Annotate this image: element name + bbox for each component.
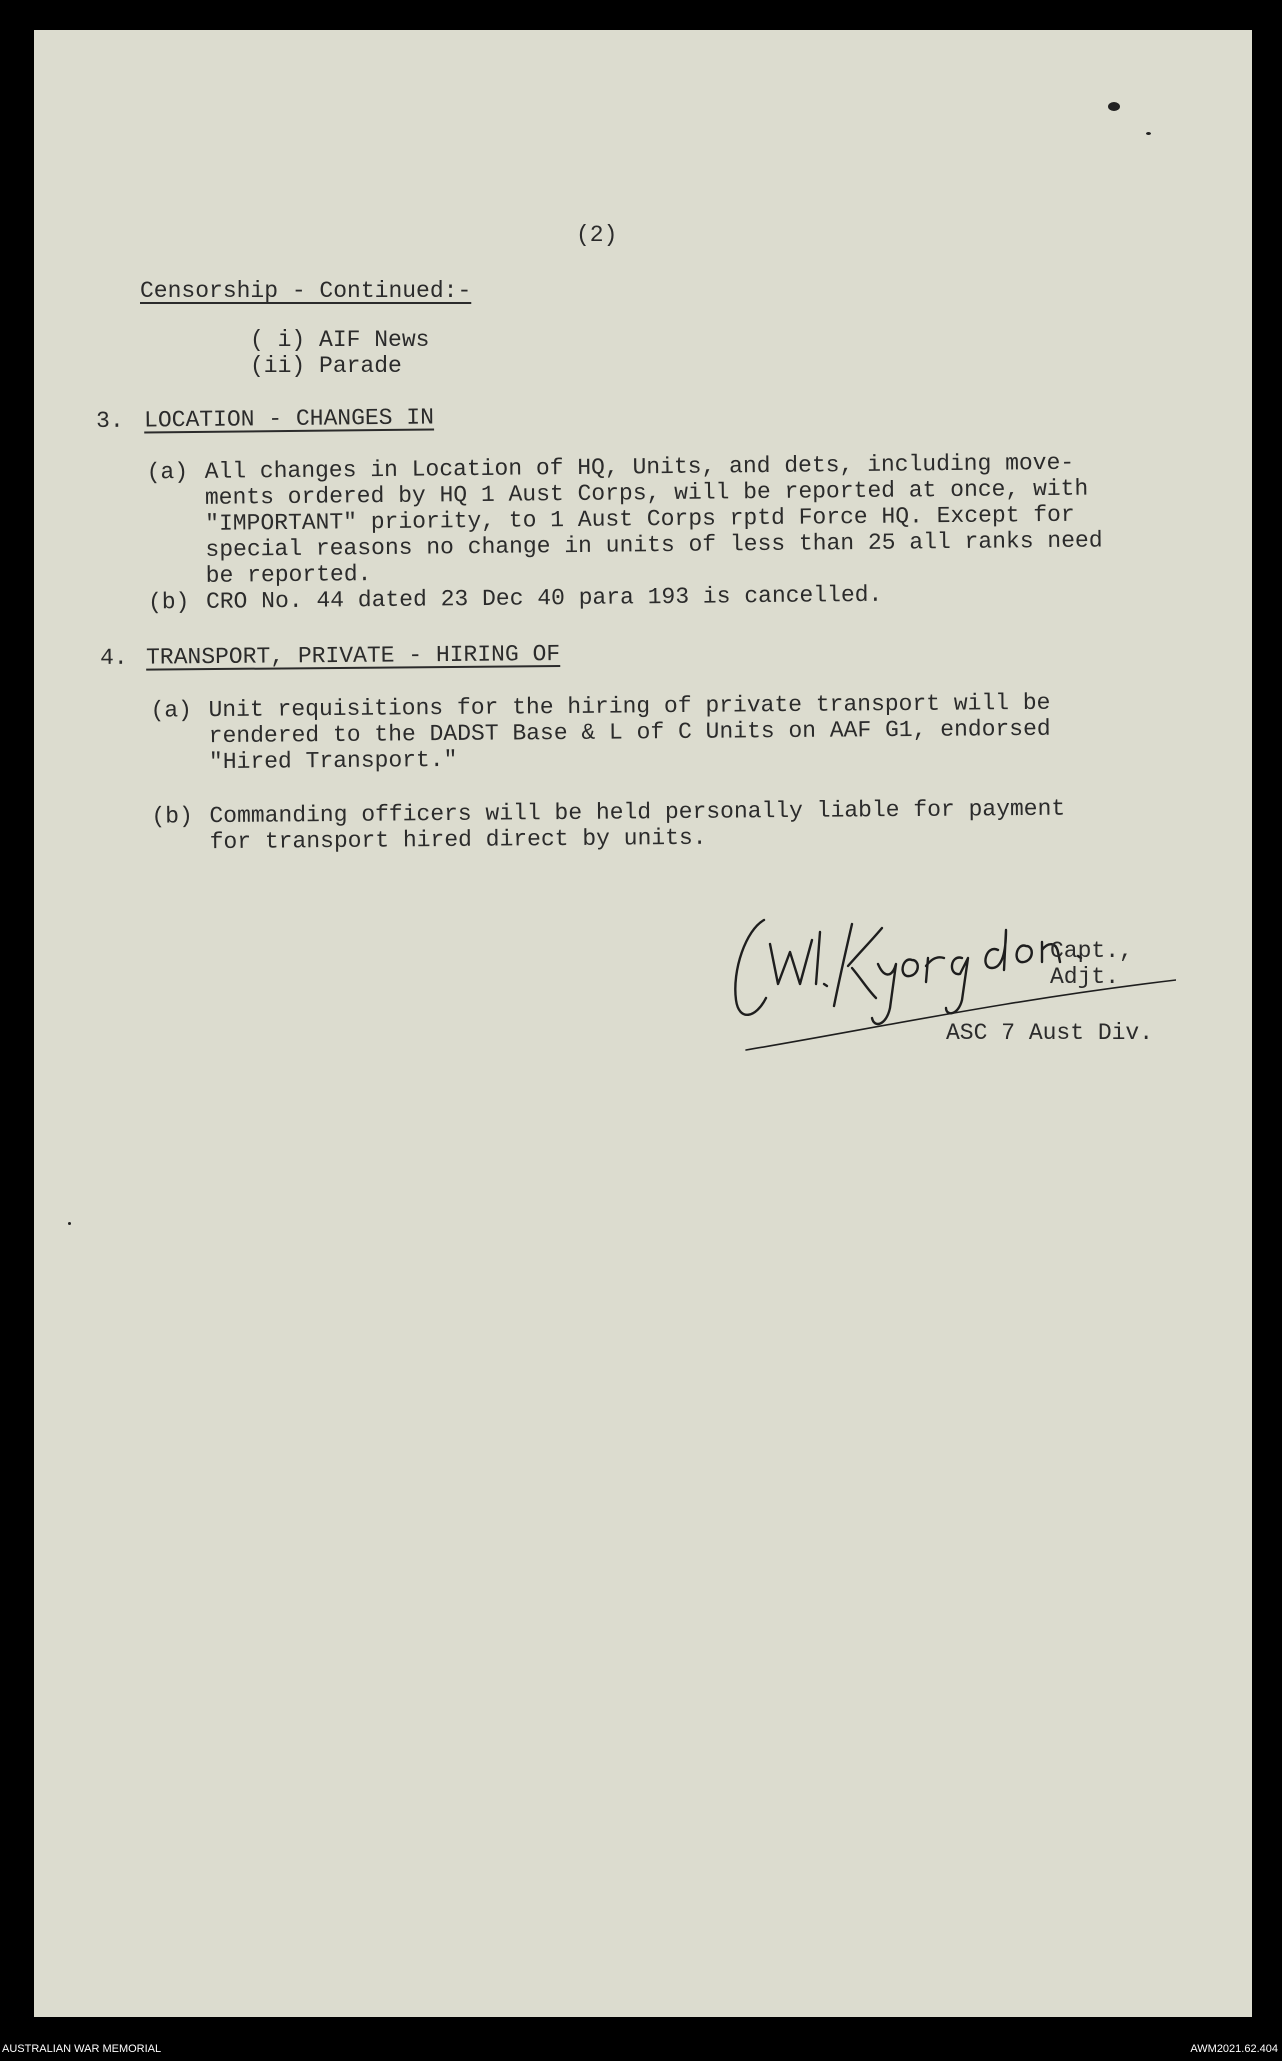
item-line: Unit requisitions for the hiring of private transport will be xyxy=(208,689,1051,724)
item-line: ments ordered by HQ 1 Aust Corps, will be reported at once, with xyxy=(204,475,1089,511)
item-line: for transport hired direct by units. xyxy=(209,824,707,856)
item-label: (a) xyxy=(150,697,193,724)
item-label: (b) xyxy=(151,803,193,830)
footer-source: AUSTRALIAN WAR MEMORIAL xyxy=(2,2043,162,2055)
item-line: CRO No. 44 dated 23 Dec 40 para 193 is cancelled. xyxy=(205,581,883,615)
section-4 xyxy=(29,20,1255,931)
ink-speck xyxy=(1108,102,1120,111)
section-4-number: 4. xyxy=(99,644,128,672)
item-line: rendered to the DADST Base & L of C Units on AAF G1, endorsed xyxy=(208,715,1051,750)
item-line: "IMPORTANT" priority, to 1 Aust Corps rptd Force HQ. Except for xyxy=(205,501,1075,537)
item-line: be reported. xyxy=(205,561,372,589)
item-label: (b) xyxy=(147,589,190,616)
item-line: special reasons no change in units of less than 25 all ranks need xyxy=(205,527,1103,563)
signatory-rank: Capt., xyxy=(1050,938,1133,964)
censorship-item: ( i) AIF News xyxy=(250,327,430,353)
item-line: "Hired Transport." xyxy=(208,746,458,776)
document-page xyxy=(34,30,1252,2017)
section-3-number: 3. xyxy=(95,407,124,434)
ink-speck xyxy=(1146,132,1151,135)
ink-speck xyxy=(68,1222,71,1225)
censorship-item: (ii) Parade xyxy=(250,353,402,379)
section-3-title: LOCATION - CHANGES IN xyxy=(143,404,435,434)
item-line: All changes in Location of HQ, Units, and dets, including move- xyxy=(204,449,1075,485)
footer-accession-number: AWM2021.62.404 xyxy=(1190,2043,1278,2055)
censorship-heading: Censorship - Continued:- xyxy=(140,278,472,304)
section-4-title: TRANSPORT, PRIVATE - HIRING OF xyxy=(145,641,561,671)
signatory-unit: ASC 7 Aust Div. xyxy=(946,1020,1154,1046)
signatory-appointment: Adjt. xyxy=(1050,964,1120,990)
item-label: (a) xyxy=(146,459,189,486)
item-line: Commanding officers will be held personally liable for payment xyxy=(209,795,1066,830)
page-number: (2) xyxy=(576,222,618,248)
